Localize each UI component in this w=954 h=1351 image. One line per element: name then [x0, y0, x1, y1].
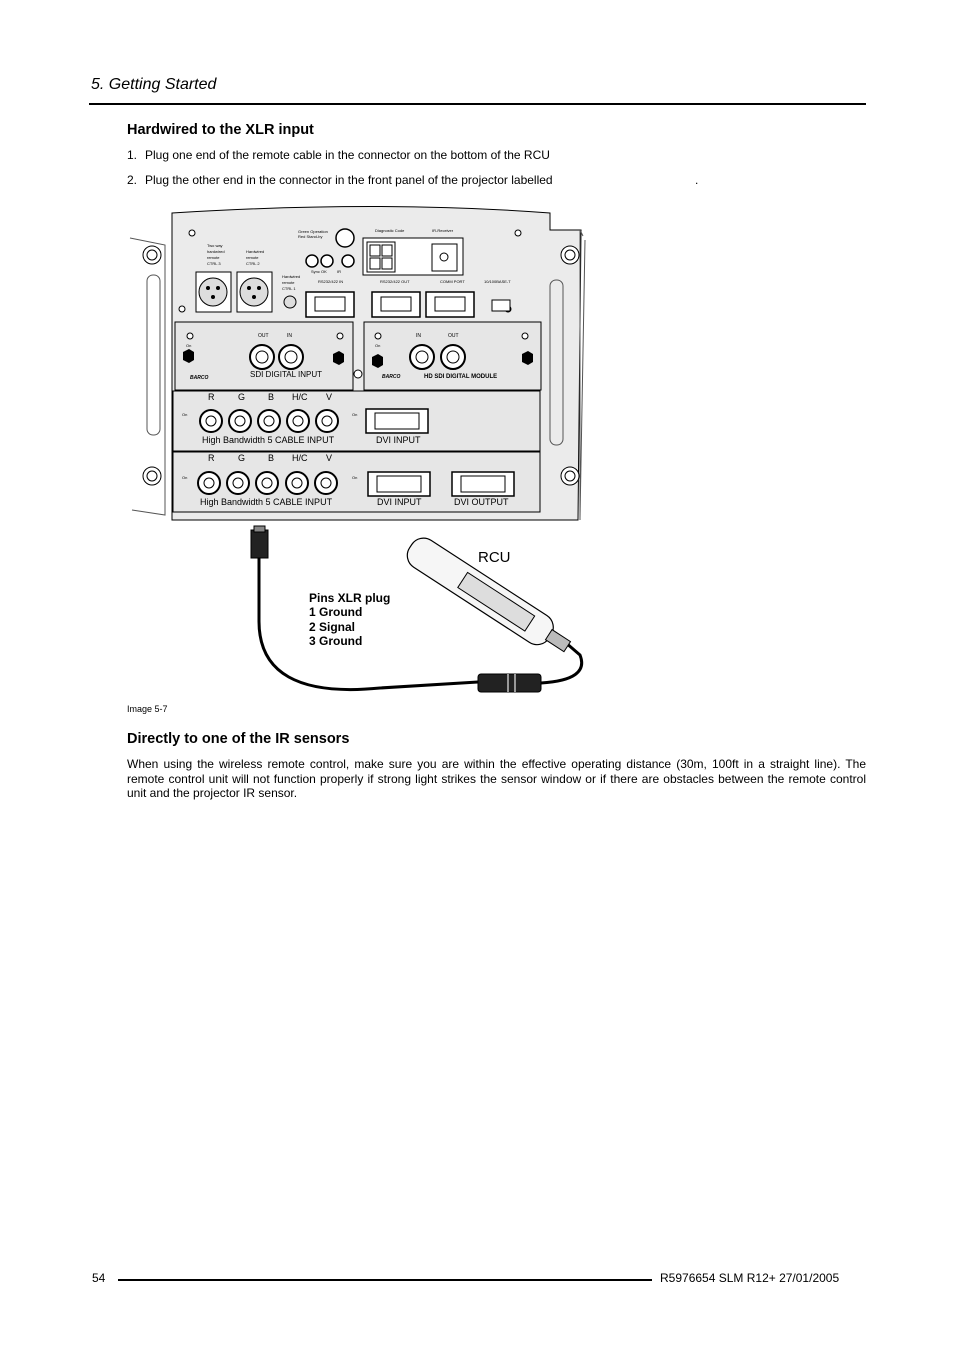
rgbhv-v: V: [326, 392, 333, 402]
pins-note-signal-2: 2 Signal: [309, 620, 356, 634]
step-number: 1.: [127, 148, 138, 162]
ctrl1-label-line3: CTRL 1: [282, 286, 296, 291]
ctrl3-label-line2: hardwired: [207, 249, 225, 254]
step-trailing-period: .: [695, 173, 699, 187]
rgbhv-g: G: [238, 392, 246, 402]
ctrl3-label-line3: remote: [207, 255, 220, 260]
hb-5cable-label: High Bandwidth 5 CABLE INPUT: [202, 435, 335, 445]
hd-sdi-module-label: HD SDI DIGITAL MODULE: [424, 374, 498, 380]
sdi-out-label: OUT: [258, 333, 269, 339]
standby-led: [336, 229, 354, 247]
base-t-label: 10/100BASE-T: [484, 279, 511, 284]
pins-note-title: Pins XLR plug: [309, 591, 391, 605]
ctrl1-label-line2: remote: [282, 280, 295, 285]
hb-5cable-label: High Bandwidth 5 CABLE INPUT: [200, 497, 333, 507]
rgbhv-b: B: [268, 392, 275, 402]
ir-receiver-label: IR-Receiver: [432, 228, 454, 233]
rgbhv-v: V: [326, 453, 333, 463]
sdi-in-label: IN: [287, 333, 292, 339]
step-text: Plug one end of the remote cable in the connector on the bottom of the RCU: [145, 148, 550, 162]
cable-connector: [478, 674, 541, 692]
rgbhv-hc: H/C: [292, 392, 308, 402]
header-rule: [89, 103, 866, 105]
barco-logo: BARCO: [190, 375, 209, 381]
dvi-input-label-1: DVI INPUT: [376, 435, 421, 445]
figure-caption: Image 5-7: [127, 704, 168, 714]
document-reference: R5976654 SLM R12+ 27/01/2005: [660, 1271, 840, 1285]
ir-label: IR: [337, 269, 341, 274]
section-heading-hardwired: Hardwired to the XLR input: [127, 122, 314, 138]
projector-panel-diagram: [120, 200, 720, 720]
hd-out-label: OUT: [448, 333, 459, 339]
xlr-plug: [251, 530, 268, 558]
on-label: On: [182, 412, 188, 417]
ctrl2-label-line3: CTRL 2: [246, 261, 260, 266]
on-label: On: [375, 343, 381, 348]
dvi-output-label: DVI OUTPUT: [454, 497, 509, 507]
on-label: On: [352, 412, 358, 417]
ctrl2-label-line1: Hardwired: [246, 249, 265, 254]
sdi-digital-input-label: SDI DIGITAL INPUT: [250, 370, 323, 379]
rgbhv-hc: H/C: [292, 453, 308, 463]
ir-sensors-paragraph: When using the wireless remote control, make sure you are within the effective operating distance (30m, 100ft in a straight line). The remote control unit will not function properly if strong light strikes the sensor window or if there are obstacles between the remote control unit and the projector IR sensor.: [127, 757, 866, 800]
comm-port-label: COMM PORT: [440, 279, 465, 284]
red-standby-label: Red Stand-by: [298, 234, 323, 239]
ctrl2-label-line2: remote: [246, 255, 259, 260]
step-2: [127, 173, 699, 187]
ctrl1-label-line1: Hardwired: [282, 274, 301, 279]
pins-note-ground-3: 3 Ground: [309, 634, 363, 648]
rcu-label: RCU: [478, 549, 511, 566]
on-label: On: [182, 475, 188, 480]
barco-logo: BARCO: [382, 374, 401, 380]
step-text: Plug the other end in the connector in the front panel of the projector labelled: [145, 173, 553, 187]
section-heading-ir-sensors: Directly to one of the IR sensors: [127, 731, 350, 747]
step-1: [127, 148, 550, 162]
green-operation-label: Green Operation: [298, 229, 328, 234]
diagnostic-code-label: Diagnostic Code: [375, 228, 405, 233]
step-number: 2.: [127, 173, 138, 187]
ctrl1-jack: [284, 296, 296, 308]
hd-in-label: IN: [416, 333, 421, 339]
dvi-input-label-2: DVI INPUT: [377, 497, 422, 507]
sync-ok-label: Sync OK: [311, 269, 327, 274]
page-number: 54: [92, 1271, 106, 1285]
rgbhv-b: B: [268, 453, 275, 463]
pins-note-ground-1: 1 Ground: [309, 605, 363, 619]
rs232-out-label: RS232/422 OUT: [380, 279, 410, 284]
on-label: On: [352, 475, 358, 480]
rs232-in-label: RS232/422 IN: [318, 279, 344, 284]
footer-rule: [118, 1279, 652, 1281]
ctrl3-label-line4: CTRL 3: [207, 261, 221, 266]
ctrl3-label-line1: Two way: [207, 243, 223, 248]
connection-figure: [120, 200, 720, 720]
rgbhv-r: R: [208, 392, 215, 402]
rgbhv-r: R: [208, 453, 215, 463]
on-label: On: [186, 343, 192, 348]
chapter-title: 5. Getting Started: [91, 76, 217, 93]
ethernet-port: [492, 300, 510, 311]
rgbhv-g: G: [238, 453, 246, 463]
